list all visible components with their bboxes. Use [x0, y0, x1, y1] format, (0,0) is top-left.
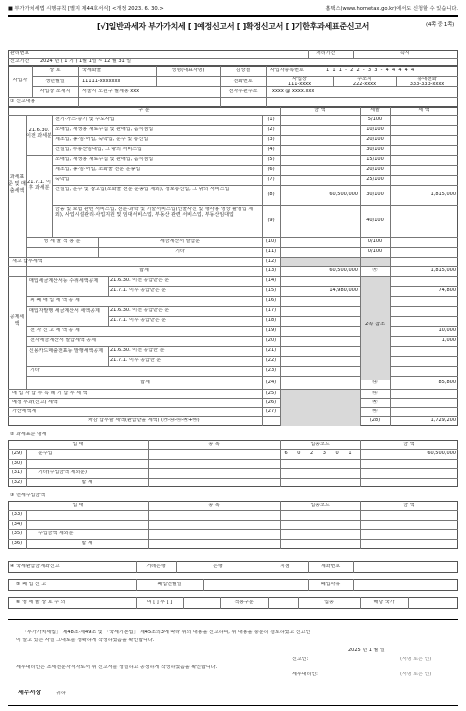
row-no-25: (25): [265, 391, 277, 396]
account-label: 계좌번호: [320, 564, 341, 569]
sec2-row-biz[interactable]: 운수업: [38, 451, 53, 456]
sec6-title: ⑥ 영 세 율 상 호 주 의: [16, 600, 66, 605]
sec1-col-tax: 세 액: [418, 108, 430, 113]
sales-row-no: (6): [267, 167, 275, 172]
rule-line: [8, 520, 458, 521]
sales-row-rate: 40/100: [366, 218, 384, 223]
phone-home-label: 주소지: [357, 77, 372, 82]
group-before-label: 21.6.30. 이전 과세분: [26, 128, 52, 139]
ref-note: 2쪽 참조: [365, 322, 385, 327]
row-no-12: (12): [265, 259, 277, 264]
sec2-col-amount: 금 액: [403, 442, 415, 447]
sec4-title: ④ 국세환급금계좌신고: [10, 564, 60, 569]
rule-line: [26, 346, 458, 347]
declaration-line-1: 「부가가치세법」 제48조·제49조 및 「국세기본법」 제45조의3에 따라 위의 내용을 신고하며, 위 내용을 충분히 검토하였고 신고인: [22, 630, 311, 635]
row-no-27: (27): [265, 409, 277, 414]
closure-reason-input[interactable]: [356, 581, 456, 589]
sec3-col-code: 업종코드: [310, 503, 330, 508]
sec3-row-no: (34): [11, 521, 23, 527]
deduction-row-tax[interactable]: 1,000: [441, 338, 456, 343]
sec3-col-amount: 금 액: [403, 503, 415, 508]
sec2-title: ② 과세표준 명세: [10, 432, 47, 437]
row-13-mark: ㉮: [372, 268, 378, 273]
sec1-col-kubun: 구 분: [138, 108, 150, 113]
sales-row-no: (1): [267, 117, 275, 122]
row-26-mark: ㉱: [372, 400, 378, 405]
rule-line: [108, 306, 109, 326]
sales-row-no: (9): [267, 218, 275, 223]
phone-office-label: 사업장: [292, 77, 307, 82]
birth-value[interactable]: 11111-xxxxxxx: [82, 79, 121, 84]
rule-line: [52, 135, 458, 136]
sales-row-no: (3): [267, 137, 275, 142]
rule-line: [26, 376, 458, 377]
filer-sign[interactable]: (서명 또는 인): [400, 657, 432, 662]
sales-row-rate: 25/100: [366, 177, 384, 182]
rule-line: [52, 185, 458, 186]
rate-10: 0/100: [367, 239, 383, 244]
sec3-col-biz: 업 태: [72, 503, 84, 508]
agent-statement: 세무대리인은 조세전문자격자로서 위 신고서를 성실하고 공정하게 작성하였음을 확인합니다.: [16, 665, 218, 670]
rule-line: [8, 468, 458, 469]
name-value[interactable]: 국세화물: [82, 68, 102, 73]
sales-side-label: 과세표준 및 매출세액: [8, 174, 26, 194]
row-13-amount[interactable]: 60,500,000: [329, 268, 358, 273]
phone-mobile-label: 휴대전화: [417, 77, 437, 82]
sales-row-amount[interactable]: 60,500,000: [329, 192, 358, 197]
deduction-row-no: (20): [265, 338, 277, 343]
filer-label: 신고인:: [292, 657, 309, 662]
deduction-group-17-18: 매입자발행 세금계산서 세액공제: [29, 308, 100, 314]
rule-line: [52, 145, 458, 146]
deduction-row-label: 21.6.30. 이전 공급한 분: [110, 348, 165, 353]
closure-date-input[interactable]: [206, 581, 306, 589]
birth-label: 생년월일: [45, 79, 65, 84]
deduction-row-label: 21.6.30. 이전 공급받은 분: [110, 278, 170, 283]
agent-label: 세무대리인:: [292, 672, 318, 677]
bank-unit: 은행: [213, 564, 223, 569]
row-no-28: (28): [369, 418, 381, 423]
sec1-title: ① 신고내용: [10, 99, 36, 104]
name-label: 상 호: [49, 68, 61, 73]
deduction-row-label: 21.6.30. 이전 공급받은 분: [110, 308, 170, 313]
row-28-tax[interactable]: 1,729,200: [430, 418, 456, 423]
rule-line: [26, 296, 458, 297]
sec2-col-code: 업종코드: [310, 442, 330, 447]
deduction-row-no: (19): [265, 328, 277, 333]
bizno-value[interactable]: 1 1 1 - 2 2 - 3 3 - 4 4 4 4 4: [326, 68, 416, 73]
mgmt-no-label: 관리번호: [10, 51, 30, 56]
rate-11: 0/100: [367, 249, 383, 254]
closure-reason-label: 폐업사유: [320, 582, 341, 587]
agent-sign[interactable]: (서명 또는 인): [400, 672, 432, 677]
bizno-label: 사업자등록번호: [270, 68, 304, 73]
sales-row-no: (4): [267, 147, 275, 152]
row-13-label: 합계: [139, 268, 149, 273]
row-25-label: 매 입 자 납 부 특 례 기 납 부 세 액: [12, 391, 88, 396]
declaration-line-2: 이 알고 있는 사실 그대로를 정확하게 작성하였음을 확인합니다.: [16, 638, 155, 643]
deduction-side-label: 공제세액: [9, 314, 25, 327]
rule-line: [8, 478, 458, 479]
taxpayer-side-label: 사업자: [12, 78, 28, 83]
sales-row-rate: 5/100: [367, 117, 383, 122]
sec3-title: ③ 면세수입금액: [10, 493, 46, 498]
deduction-row-mark: ㉯: [372, 379, 378, 385]
deduction-row-tax[interactable]: 74,800: [438, 288, 456, 293]
rule-line: [8, 449, 458, 450]
closure-date-label: 폐업연월일: [157, 582, 182, 587]
account-input[interactable]: [356, 563, 456, 571]
rep-value[interactable]: 김상철: [235, 68, 251, 73]
sec2-row-no: (31): [11, 470, 23, 475]
period-value[interactable]: 2024 년 ( 1 기 ) 1월 1일 ~ 12 월 31 일: [40, 59, 132, 64]
sales-row-tax[interactable]: 1,815,000: [430, 192, 456, 197]
tax-return-form: [8, 4, 458, 706]
sales-row-rate: 15/100: [366, 157, 384, 162]
row-no-13: (13): [265, 268, 277, 273]
rule-line: [108, 356, 458, 357]
phone-label: 전화번호: [233, 79, 253, 84]
declaration-footer: [8, 619, 458, 706]
deduction-group-14-15: 매입세금계산서등 수취세액공제: [29, 278, 99, 284]
phone-office-value[interactable]: 111-xxxx: [287, 82, 312, 87]
rule-line: [108, 286, 458, 287]
rule-line: [108, 346, 109, 366]
sales-row-no: (8): [267, 192, 275, 197]
row-25-mark: ㉰: [372, 391, 378, 396]
sales-row-no: (2): [267, 127, 275, 132]
row-13-tax[interactable]: 1,815,000: [430, 268, 456, 273]
hometax-notice: 홈택스(www.hometax.go.kr)에서도 신청할 수 있습니다.: [325, 5, 458, 12]
group-after-label: 21.7.1. 이후 과세분: [27, 180, 51, 191]
rule-line: [26, 336, 458, 337]
sec1-col-amount: 금 액: [314, 108, 326, 113]
zero-rate-b-label: 기타: [175, 249, 185, 254]
sec2-row-no: (29): [11, 451, 23, 456]
phone-home-value[interactable]: 222-xxxx: [352, 82, 377, 87]
period-label: 신고기간: [10, 59, 30, 64]
deduction-row-tax[interactable]: 10,000: [438, 328, 456, 333]
row-27-mark: ㉲: [372, 409, 378, 414]
bank-label: 거래은행: [146, 564, 166, 569]
deduction-row-label: 피 폐 매 입 세 액 공 제: [30, 298, 80, 303]
sales-row-label: 금융 및 보험 관련 서비스업, 전문·과학 및 기술서비스업(인물사진 및 행사용 영상 촬영업 제외), 사업시설관리·사업지원 및 임대서비스업, 부동산 관련 서비스업, 부동산임대업: [55, 207, 254, 218]
rule-line: [26, 366, 458, 367]
form-rule-reference: ■ 부가가치세법 시행규칙 [별지 제44호서식] <개정 2023. 6. 30.>: [8, 5, 164, 12]
rule-line: [52, 125, 458, 126]
deduction-row-label: 전 자 신 고 세 액 공 제: [30, 328, 80, 333]
sales-row-rate: 20/100: [366, 137, 384, 142]
sec3-row-no: (35): [11, 531, 23, 536]
row-28-label: 차감 납부할 세액(환급받을 세액) (㉮-㉯-㉰-㉱+㉲): [88, 418, 200, 423]
sec2-row-biz[interactable]: 기타(수입금액 제외분): [38, 470, 87, 475]
sec3-row-no: (33): [11, 512, 23, 517]
form-title-bar: [8, 15, 458, 37]
deduction-row-label: 21.7.1. 이후 공급받은 분: [110, 318, 167, 323]
reciprocity-yn[interactable]: 여 [ ] 부 [ ]: [146, 600, 173, 605]
sales-row-label: 소매업, 재생용 재료수집 및 판매업, 음식점업: [55, 127, 154, 132]
rule-line: [52, 175, 458, 176]
row-27-label: 가산세액계: [12, 409, 37, 414]
proc-period-label: 처리기간: [316, 51, 336, 56]
zero-rate-a-label: 세금계산서 발급분: [159, 239, 201, 244]
sales-row-label: 제조업, 농·임·어업, 소화물 전문 운송업: [55, 167, 141, 172]
form-header: [8, 4, 458, 15]
sec3-row-no: (36): [11, 540, 23, 546]
page-count: (4쪽 중 1쪽): [425, 22, 454, 28]
phone-mobile-value[interactable]: 333-333-xxxx: [409, 82, 445, 87]
zero-rate-label: 영 세 율 적 용 분: [43, 239, 81, 244]
row-no-11: (11): [265, 249, 277, 254]
deduction-row-label: 21.7.1. 이후 공급받은 분: [110, 288, 167, 293]
biz-type-label: 업종: [324, 600, 334, 605]
sales-row-rate: 20/100: [366, 167, 384, 172]
sec2-row-no: (30): [11, 460, 23, 466]
deduction-row-no: (18): [265, 318, 277, 323]
rule-line: [26, 155, 458, 156]
sec1-col-rate: 세율: [370, 108, 380, 113]
email-label: 전자우편주소: [228, 89, 258, 94]
rule-line: [108, 276, 109, 296]
sec5-title: ⑤ 폐 업 신 고: [16, 582, 47, 587]
sec2-row-no: (32): [11, 479, 23, 485]
sec3-row-biz[interactable]: 합 계: [81, 540, 93, 546]
row-no-10: (10): [265, 239, 277, 244]
deduction-row-no: (17): [265, 308, 277, 313]
rule-line: [8, 510, 458, 511]
deduction-row-label: 합계: [140, 379, 150, 385]
deduction-row-no: (15): [265, 288, 277, 293]
sales-row-label: 숙박업: [55, 177, 70, 182]
sales-row-no: (7): [267, 177, 275, 182]
deduction-row-tax[interactable]: 85,800: [438, 379, 456, 385]
sec2-row-code[interactable]: 6 0 2 3 0 1: [284, 451, 356, 456]
rule-line: [26, 306, 458, 307]
rule-line: [26, 326, 458, 327]
deduction-row-no: (24): [265, 379, 277, 385]
tax-office: 세무서장: [18, 690, 42, 696]
branch-unit: 지점: [280, 564, 290, 569]
sales-row-rate: 10/100: [366, 127, 384, 132]
deduction-row-no: (16): [265, 298, 277, 303]
form-title: [√]일반과세자 부가가치세 [ ]예정신고서 [ ]확정신고서 [ ]기한후과세표준신고서: [96, 22, 370, 32]
deduction-row-label: 기타: [30, 368, 40, 373]
rule-line: [8, 539, 458, 540]
deduction-row-no: (14): [265, 278, 277, 283]
sales-row-rate: 30/100: [366, 192, 384, 197]
row-12-label: 재고 납부세액: [12, 259, 43, 264]
sales-row-label: 소매업, 재생용 재료수집 및 판매업, 음식점업: [55, 157, 154, 162]
rep-label: 성명(대표자명): [171, 68, 205, 73]
addressee-suffix: 귀하: [56, 691, 66, 696]
declaration-date[interactable]: 2025 년 1 월 일: [348, 648, 385, 653]
rule-line: [108, 316, 458, 317]
deduction-row-label: 전자세금계산서 발급세액 공제: [30, 338, 96, 343]
apply-type-label: 적용구분: [234, 600, 254, 605]
address-value[interactable]: 서울시 노원구 월계동 xxx: [82, 89, 140, 94]
sec3-row-biz[interactable]: 수입금액 제외분: [38, 531, 74, 536]
deduction-group-21-22: 신용카드매출전표등 발행세액공제: [29, 348, 104, 354]
rule-line: [8, 529, 458, 530]
sales-row-label: 건설업, 부동산임대업, 그 밖의 서비스업: [55, 147, 142, 152]
row-26-label: 예정 부과(신고) 세액: [12, 400, 58, 405]
rule-line: [52, 205, 458, 206]
sales-row-label: 제조업, 농·임·어업, 숙박업, 운수 및 통신업: [55, 137, 149, 142]
sec2-row-amount[interactable]: 60,500,000: [427, 451, 456, 456]
deduction-row-amount[interactable]: 14,980,000: [329, 288, 358, 293]
sec3-col-item: 종 목: [208, 503, 220, 508]
rule-line: [52, 165, 458, 166]
sales-row-rate: 30/100: [366, 147, 384, 152]
sec2-row-biz[interactable]: 합 계: [81, 479, 93, 485]
country-label: 해당 국가: [373, 600, 395, 605]
rule-line: [8, 459, 458, 460]
proc-period-value: 즉시: [400, 51, 410, 56]
sec2-col-item: 종 목: [208, 442, 220, 447]
deduction-row-no: (22): [265, 358, 277, 363]
email-value[interactable]: xxxx @ xxxx.xxx: [272, 89, 315, 94]
deduction-row-no: (21): [265, 348, 277, 353]
row-no-26: (26): [265, 400, 277, 405]
sales-row-no: (5): [267, 157, 275, 162]
sales-row-label: 건설업, 운수 및 창고업(소화물 전문 운송업 제외), 정보통신업, 그 밖의 서비스업: [55, 187, 230, 192]
sec2-col-biz: 업 태: [72, 442, 84, 447]
deduction-row-label: 21.7.1. 이후 공급한 분: [110, 358, 162, 363]
sales-row-label: 전기·가스·증기 및 수도사업: [55, 117, 115, 122]
address-label: 사업장 소재지: [39, 89, 71, 94]
deduction-row-no: (23): [265, 368, 277, 373]
